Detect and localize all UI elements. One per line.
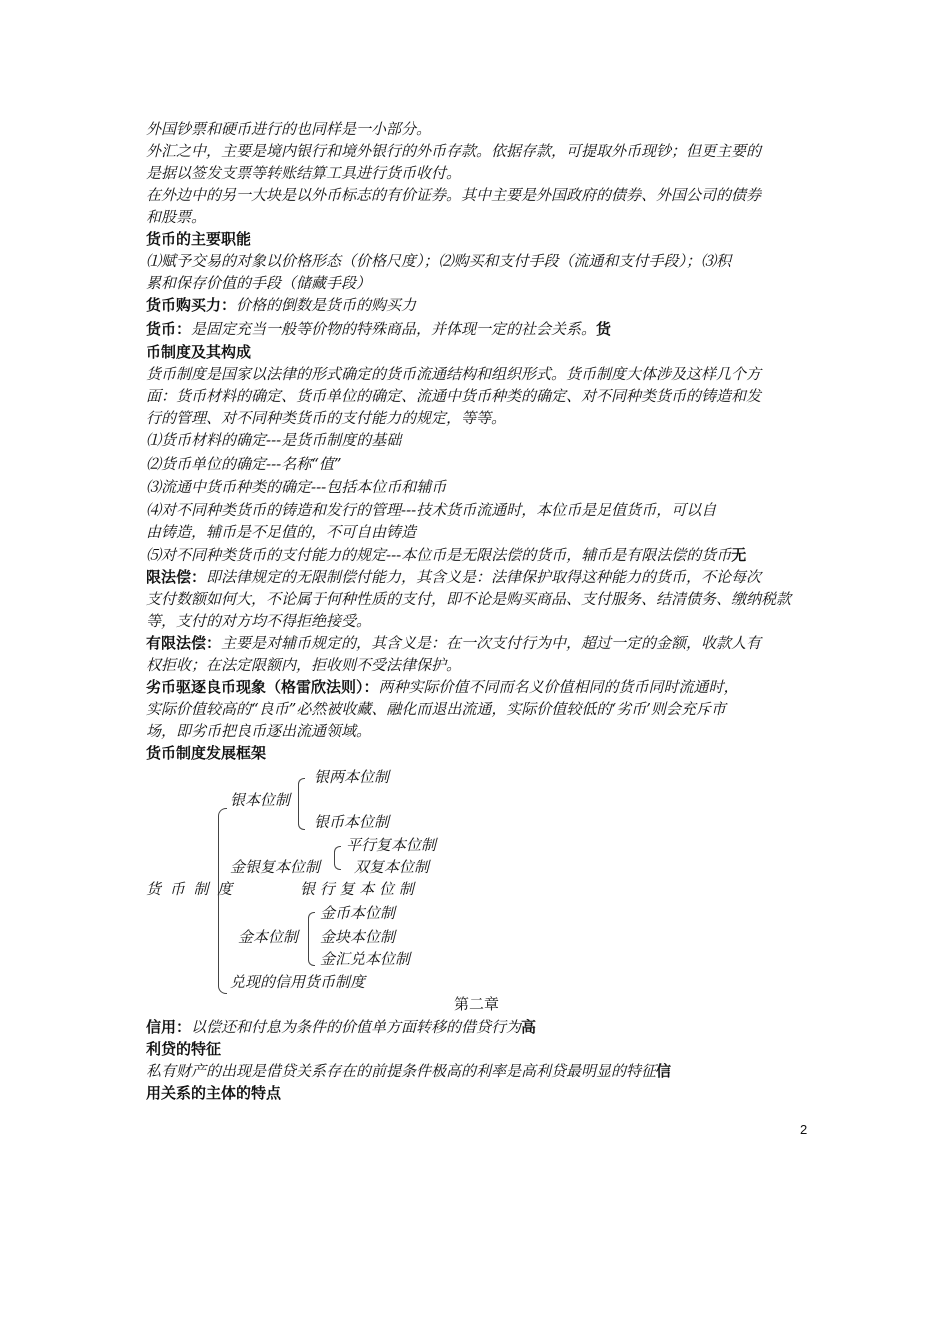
framework-root: 货 币 制 度	[146, 880, 235, 898]
text-line	[146, 566, 761, 588]
page-number: 2	[800, 1122, 808, 1137]
text-run: 外国钞票和硬币进行的也同样是一小部分。	[146, 120, 432, 138]
text-run: 以偿还和付息为条件的价值单方面转移的借贷行为	[191, 1018, 522, 1036]
text-line	[146, 429, 401, 451]
text-line	[146, 742, 266, 764]
text-line	[146, 453, 342, 475]
bold-term: 货	[596, 320, 612, 338]
text-line	[146, 162, 461, 184]
text-run: 权拒收；在法定限额内，拒收则不受法律保护。	[146, 656, 462, 674]
text-run: ⑷对不同种类货币的铸造和发行的管理---技术货币流通时，本位币是足值货币，可以自	[146, 501, 717, 519]
bold-term: 货币购买力：	[146, 296, 237, 314]
text-run: 是据以签发支票等转账结算工具进行货币收付。	[146, 164, 462, 182]
bold-term: 利贷的特征	[146, 1040, 222, 1058]
text-line	[146, 118, 431, 140]
text-line	[146, 318, 611, 340]
bold-term: 货币制度发展框架	[146, 744, 267, 762]
bimetal-brace	[334, 846, 341, 870]
bold-term: 限法偿：	[146, 568, 207, 586]
text-line	[146, 1016, 536, 1038]
text-line	[146, 544, 746, 566]
text-run: 等，支付的对方均不得拒绝接受。	[146, 612, 372, 630]
text-run: 价格的倒数是货币的购买力	[236, 296, 417, 314]
framework-dual: 双复本位制	[354, 858, 430, 876]
text-run: 私有财产的出现是借贷关系存在的前提条件极高的利率是高利贷最明显的特征	[146, 1062, 657, 1080]
bold-term: 劣币驱逐良币现象（格雷欣法则）：	[146, 678, 379, 696]
framework-fiat: 兑现的信用货币制度	[230, 973, 366, 991]
text-line	[146, 1060, 671, 1082]
framework-silver-ingot: 银两本位制	[314, 768, 390, 786]
bold-term: 信	[656, 1062, 672, 1080]
text-line	[146, 632, 761, 654]
text-line	[146, 476, 446, 498]
text-line	[146, 250, 731, 272]
text-line	[146, 720, 371, 742]
framework-silver-coin: 银币本位制	[314, 813, 390, 831]
text-run: 是固定充当一般等价物的特殊商品，并体现一定的社会关系。	[191, 320, 597, 338]
text-run: 场，即劣币把良币逐出流通领域。	[146, 722, 372, 740]
text-run: 在外边中的另一大块是以外币标志的有价证券。其中主要是外国政府的债券、外国公司的债券	[146, 186, 762, 204]
text-run: 行的管理、对不同种类货币的支付能力的规定，等等。	[146, 409, 507, 427]
text-line	[146, 341, 251, 363]
framework-bimetal: 金银复本位制	[230, 858, 321, 876]
framework-gold-coin: 金币本位制	[320, 904, 396, 922]
text-line	[146, 521, 416, 543]
gold-brace	[308, 912, 315, 966]
text-line	[146, 385, 761, 407]
bold-term: 有限法偿：	[146, 634, 222, 652]
text-run: 由铸造，辅币是不足值的，不可自由铸造	[146, 523, 417, 541]
framework-gold-bullion: 金块本位制	[320, 928, 396, 946]
text-line	[146, 228, 251, 250]
text-line	[146, 499, 716, 521]
text-run: 外汇之中，主要是境内银行和境外银行的外币存款。依据存款，可提取外币现钞；但更主要的	[146, 142, 762, 160]
text-run: 面：货币材料的确定、货币单位的确定、流通中货币种类的确定、对不同种类货币的铸造和发	[146, 387, 762, 405]
text-line	[146, 294, 416, 316]
bold-term: 高	[521, 1018, 537, 1036]
text-run: 累和保存价值的手段（储藏手段）	[146, 274, 372, 292]
text-line	[146, 610, 371, 632]
text-line	[146, 654, 461, 676]
text-line	[146, 698, 726, 720]
text-line	[146, 1038, 221, 1060]
bold-term: 无	[731, 546, 747, 564]
text-line	[146, 676, 739, 698]
text-run: 主要是对辅币规定的，其含义是：在一次支付行为中，超过一定的金额，收款人有	[221, 634, 762, 652]
text-run: ⑴赋予交易的对象以价格形态（价格尺度）；⑵购买和支付手段（流通和支付手段）；⑶积	[146, 252, 732, 270]
bold-term: 货币：	[146, 320, 192, 338]
chapter-heading: 第二章	[454, 995, 500, 1013]
text-run: ⑸对不同种类货币的支付能力的规定---本位币是无限法偿的货币，辅币是有限法偿的货币	[146, 546, 732, 564]
framework-limping: 银 行 复 本 位 制	[300, 880, 414, 898]
text-line	[146, 407, 506, 429]
text-run: 货币制度是国家以法律的形式确定的货币流通结构和组织形式。货币制度大体涉及这样几个方	[146, 365, 762, 383]
framework-gold-exchange: 金汇兑本位制	[320, 950, 411, 968]
bold-term: 货币的主要职能	[146, 230, 252, 248]
root-brace	[218, 808, 227, 994]
text-run: ⑴货币材料的确定---是货币制度的基础	[146, 431, 402, 449]
bold-term: 币制度及其构成	[146, 343, 252, 361]
text-run: 实际价值较高的“良币”必然被收藏、融化而退出流通，实际价值较低的‘劣币’则会充斥市	[146, 700, 726, 718]
text-line	[146, 206, 206, 228]
text-run: 和股票。	[146, 208, 207, 226]
text-run: 支付数额如何大，不论属于何种性质的支付，即不论是购买商品、支付服务、结清债务、缴纳税款	[146, 590, 792, 608]
bold-term: 信用：	[146, 1018, 192, 1036]
bold-term: 用关系的主体的特点	[146, 1084, 282, 1102]
text-line	[146, 140, 761, 162]
text-run: ⑶流通中货币种类的确定---包括本位币和辅币	[146, 478, 447, 496]
framework-silver-standard: 银本位制	[230, 791, 291, 809]
text-line	[146, 184, 761, 206]
text-run: ⑵货币单位的确定---名称“值”	[146, 455, 342, 473]
text-run: 即法律规定的无限制偿付能力，其含义是：法律保护取得这种能力的货币，不论每次	[206, 568, 762, 586]
text-run: 两种实际价值不同而名义价值相同的货币同时流通时，	[378, 678, 739, 696]
silver-brace	[298, 778, 305, 830]
text-line	[146, 272, 371, 294]
framework-gold-standard: 金本位制	[238, 928, 299, 946]
text-line	[146, 1082, 281, 1104]
framework-parallel: 平行复本位制	[346, 836, 437, 854]
text-line	[146, 588, 791, 610]
text-line	[146, 363, 761, 385]
